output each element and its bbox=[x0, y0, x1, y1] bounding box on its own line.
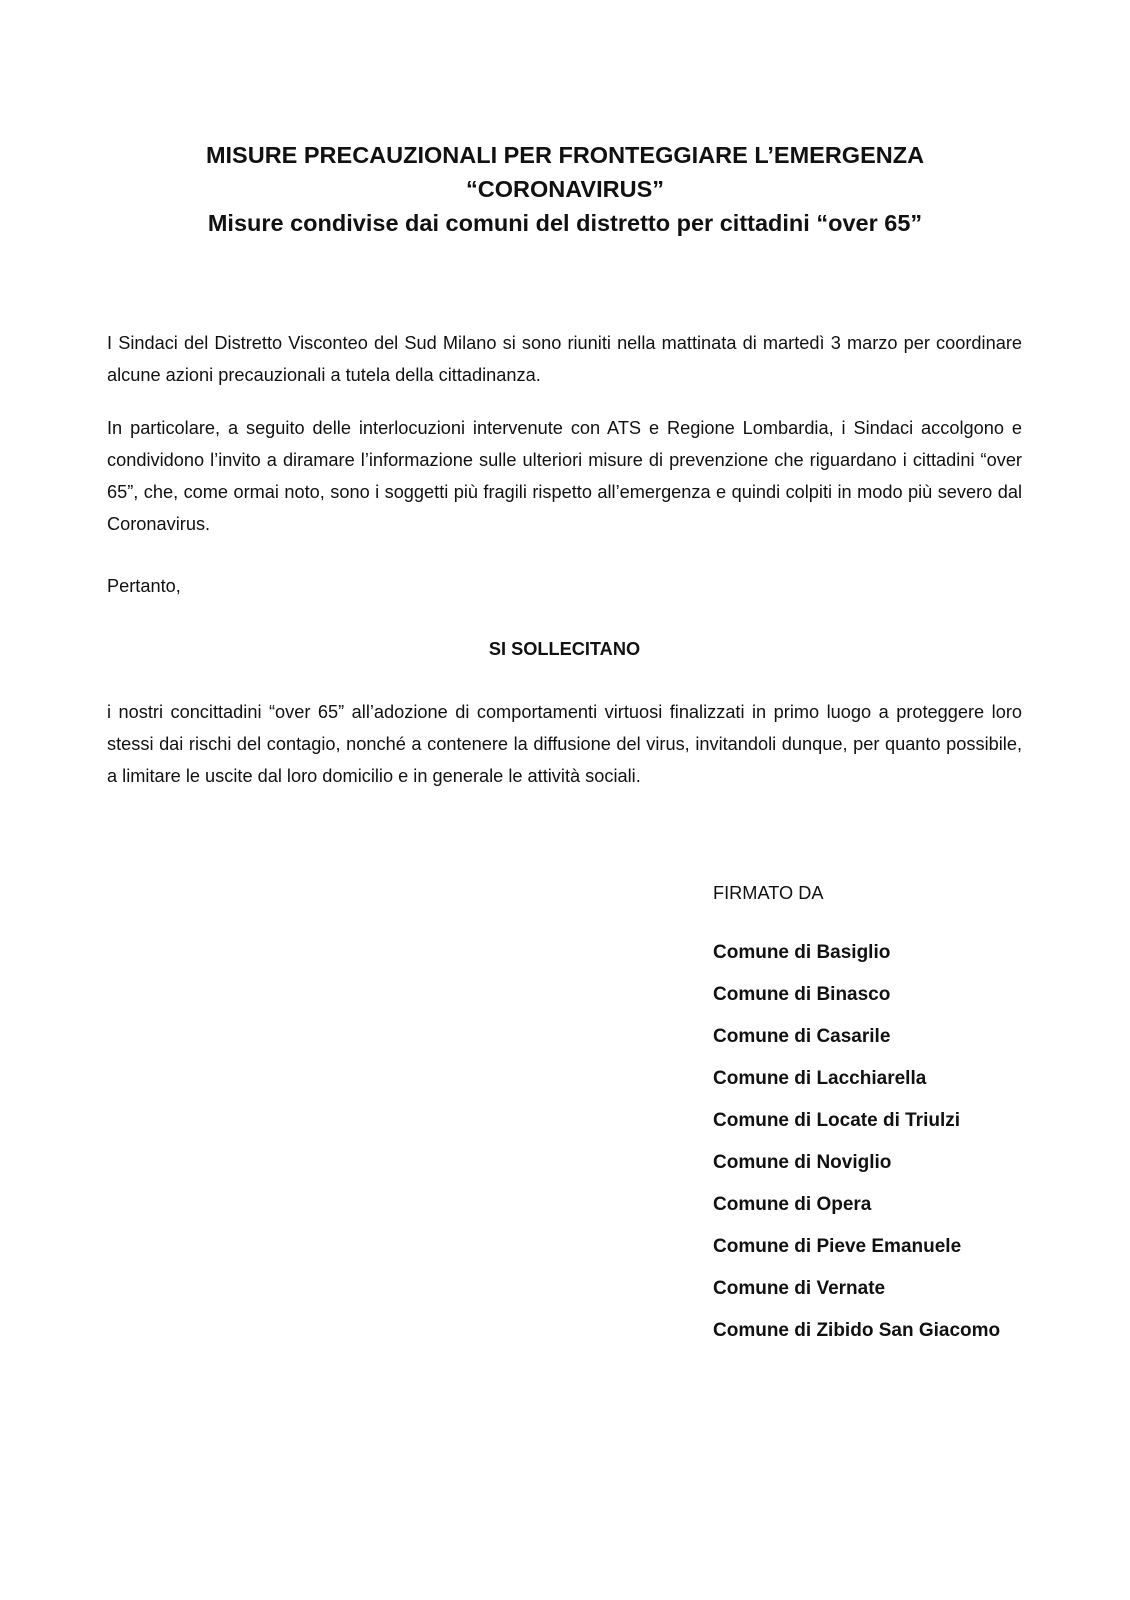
signer-item: Comune di Zibido San Giacomo bbox=[713, 1320, 1001, 1341]
signer-item: Comune di Binasco bbox=[713, 984, 891, 1005]
context-paragraph: In particolare, a seguito delle interlocuzioni intervenute con ATS e Regione Lombardia, i Sindaci accolgono e condividono l’invito a diramare l’informazione sulle ulteriori misure di prevenzione che riguardano i cittadini “over 65”, che, come ormai noto, sono i soggetti più fragili rispetto all’emergenza e quindi colpiti in modo più severo dal Coronavirus. bbox=[107, 418, 1022, 534]
signer-item: Comune di Pieve Emanuele bbox=[713, 1236, 962, 1257]
signer-item: Comune di Basiglio bbox=[713, 942, 891, 963]
title-line-3: Misure condivise dai comuni del distretto per cittadini “over 65” bbox=[207, 210, 923, 236]
pertanto-text: Pertanto, bbox=[107, 576, 181, 596]
signed-by-label: FIRMATO DA bbox=[713, 883, 824, 903]
intro-paragraph: I Sindaci del Distretto Visconteo del Sud Milano si sono riuniti nella mattinata di martedì 3 marzo per coordinare alcune azioni precauzionali a tutela della cittadinanza. bbox=[107, 333, 1022, 385]
sollecitano-heading: SI SOLLECITANO bbox=[488, 639, 641, 659]
title-line-2: “CORONAVIRUS” bbox=[465, 176, 665, 202]
recommendation-paragraph: i nostri concittadini “over 65” all’adozione di comportamenti virtuosi finalizzati in primo luogo a proteggere loro stessi dai rischi del contagio, nonché a contenere la diffusione del virus, invitandoli dunque, per quanto possibile, a limitare le uscite dal loro domicilio e in generale le attività sociali. bbox=[107, 702, 1022, 786]
signer-item: Comune di Locate di Triulzi bbox=[713, 1110, 961, 1131]
signatures-block bbox=[713, 877, 1093, 1352]
signer-item: Comune di Casarile bbox=[713, 1026, 891, 1047]
title-line-1: MISURE PRECAUZIONALI PER FRONTEGGIARE L’EMERGENZA bbox=[205, 142, 925, 168]
signer-item: Comune di Opera bbox=[713, 1194, 872, 1215]
document-title bbox=[100, 138, 1030, 240]
signer-item: Comune di Noviglio bbox=[713, 1152, 892, 1173]
signer-item: Comune di Lacchiarella bbox=[713, 1068, 927, 1089]
signer-item: Comune di Vernate bbox=[713, 1278, 886, 1299]
